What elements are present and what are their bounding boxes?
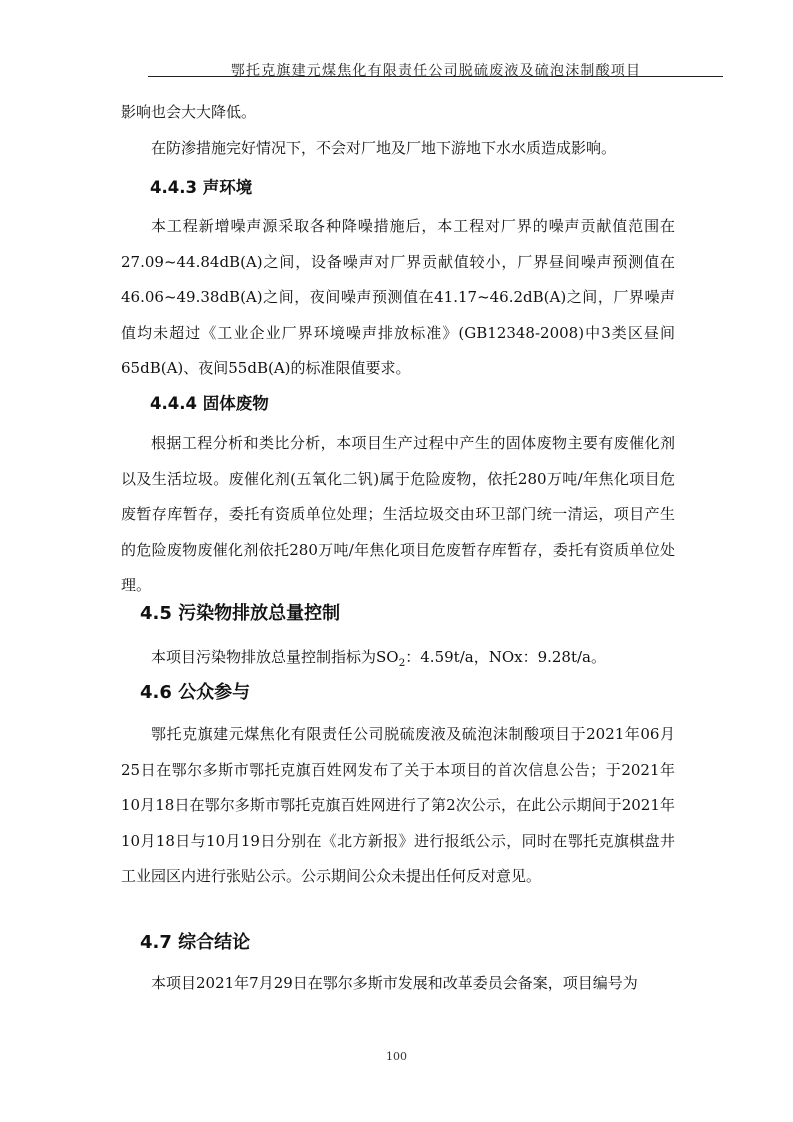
paragraph-total-control xyxy=(121,640,675,682)
total-control-text: 本项目污染物排放总量控制指标为SO xyxy=(151,648,399,666)
paragraph-continuation: 影响也会大大降低。 xyxy=(121,103,257,121)
paragraph-noise: 本工程新增噪声源采取各种降噪措施后，本工程对厂界的噪声贡献值范围在27.09~44.84dB(A)之间，设备噪声对厂界贡献值较小，厂界昼间噪声预测值在46.06~49.38dB(A)之间，夜间噪声预测值在41.17~46.2dB(A)之间，厂界噪声值均未超过《工业企业厂界环境噪声排放标准》(GB12348-2008)中3类区昼间65dB(A)、夜间55dB(A)的标准限值要求。 xyxy=(121,217,675,377)
header-divider xyxy=(148,76,723,77)
page-number: 100 xyxy=(386,1050,407,1063)
heading-4-4-3: 4.4.3 声环境 xyxy=(150,178,253,197)
heading-4-5: 4.5 污染物排放总量控制 xyxy=(140,603,341,624)
so2-subscript: 2 xyxy=(398,657,406,669)
paragraph-conclusion: 本项目2021年7月29日在鄂尔多斯市发展和改革委员会备案，项目编号为 xyxy=(151,974,638,992)
paragraph-solid-waste: 根据工程分析和类比分析，本项目生产过程中产生的固体废物主要有废催化剂以及生活垃圾。废催化剂(五氧化二钒)属于危险废物，依托280万吨/年焦化项目危废暂存库暂存，委托有资质单位处理；生活垃圾交由环卫部门统一清运，项目产生的危险废物废催化剂依托280万吨/年焦化项目危废暂存库暂存，委托有资质单位处理。 xyxy=(121,434,675,594)
total-control-values: ：4.59t/a，NOx：9.28t/a。 xyxy=(405,648,606,666)
heading-4-7: 4.7 综合结论 xyxy=(140,932,251,953)
heading-4-6: 4.6 公众参与 xyxy=(140,682,251,703)
paragraph-public-participation: 鄂托克旗建元煤焦化有限责任公司脱硫废液及硫泡沫制酸项目于2021年06月25日在鄂尔多斯市鄂托克旗百姓网发布了关于本项目的首次信息公告；于2021年10月18日在鄂尔多斯市鄂托克旗百姓网进行了第2次公示，在此公示期间于2021年10月18日与10月19日分别在《北方新报》进行报纸公示，同时在鄂托克旗棋盘井工业园区内进行张贴公示。公示期间公众未提出任何反对意见。 xyxy=(121,725,675,885)
paragraph-seepage: 在防渗措施完好情况下，不会对厂地及厂地下游地下水水质造成影响。 xyxy=(151,139,617,157)
document-title: 鄂托克旗建元煤焦化有限责任公司脱硫废液及硫泡沫制酸项目 xyxy=(230,63,642,79)
heading-4-4-4: 4.4.4 固体废物 xyxy=(150,394,269,413)
